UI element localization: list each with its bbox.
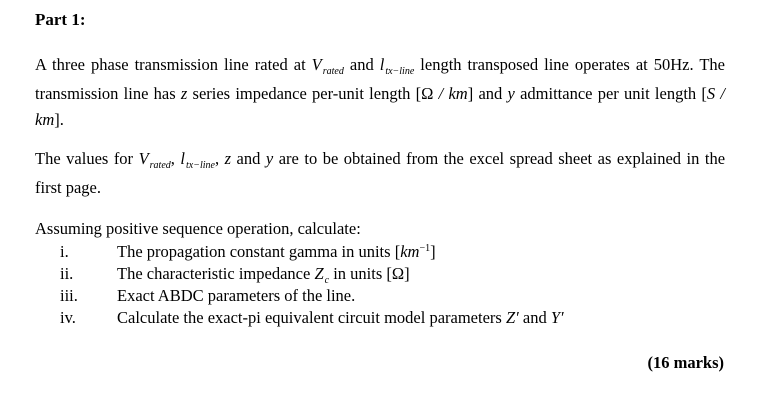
l-line-symbol: l bbox=[379, 55, 385, 74]
part-heading: Part 1: bbox=[35, 10, 86, 29]
list-item: iii. Exact ABDC parameters of the line. bbox=[60, 286, 356, 305]
intro-paragraph: A three phase transmission line rated at $V_{rated}$ and $l_{tx-line}$ length transposed line operates at 50Hz. The transmission line has z series impedance per-unit length [Ω / km] and y admittance per unit length [S / km]. bbox=[35, 55, 725, 129]
v-rated-symbol: V bbox=[311, 55, 322, 74]
marks-label: (16 marks) bbox=[647, 353, 724, 372]
z-symbol: z bbox=[180, 84, 188, 103]
list-item: i. The propagation constant gamma in units $[km^{-1}]$ bbox=[60, 242, 436, 261]
question-list bbox=[35, 241, 735, 329]
values-paragraph: The values for $V_{rated}$, $l_{tx-line}$, z and y are to be obtained from the excel spread sheet as explained in the first page. bbox=[35, 149, 726, 197]
l-line-subscript: tx−line bbox=[385, 66, 415, 77]
omega-unit: Ω bbox=[421, 84, 434, 103]
list-item: iv. Calculate the exact-pi equivalent circuit model parameters Z′ and Y′ bbox=[60, 308, 564, 327]
km-unit: km bbox=[448, 84, 468, 103]
y-symbol: y bbox=[507, 84, 515, 103]
assumption-text: Assuming positive sequence operation, calculate: bbox=[35, 219, 361, 238]
siemens-unit: S bbox=[706, 84, 716, 103]
list-item: ii. The characteristic impedance $Z_c$ in units [Ω] bbox=[60, 264, 410, 286]
v-rated-subscript: rated bbox=[322, 66, 344, 77]
